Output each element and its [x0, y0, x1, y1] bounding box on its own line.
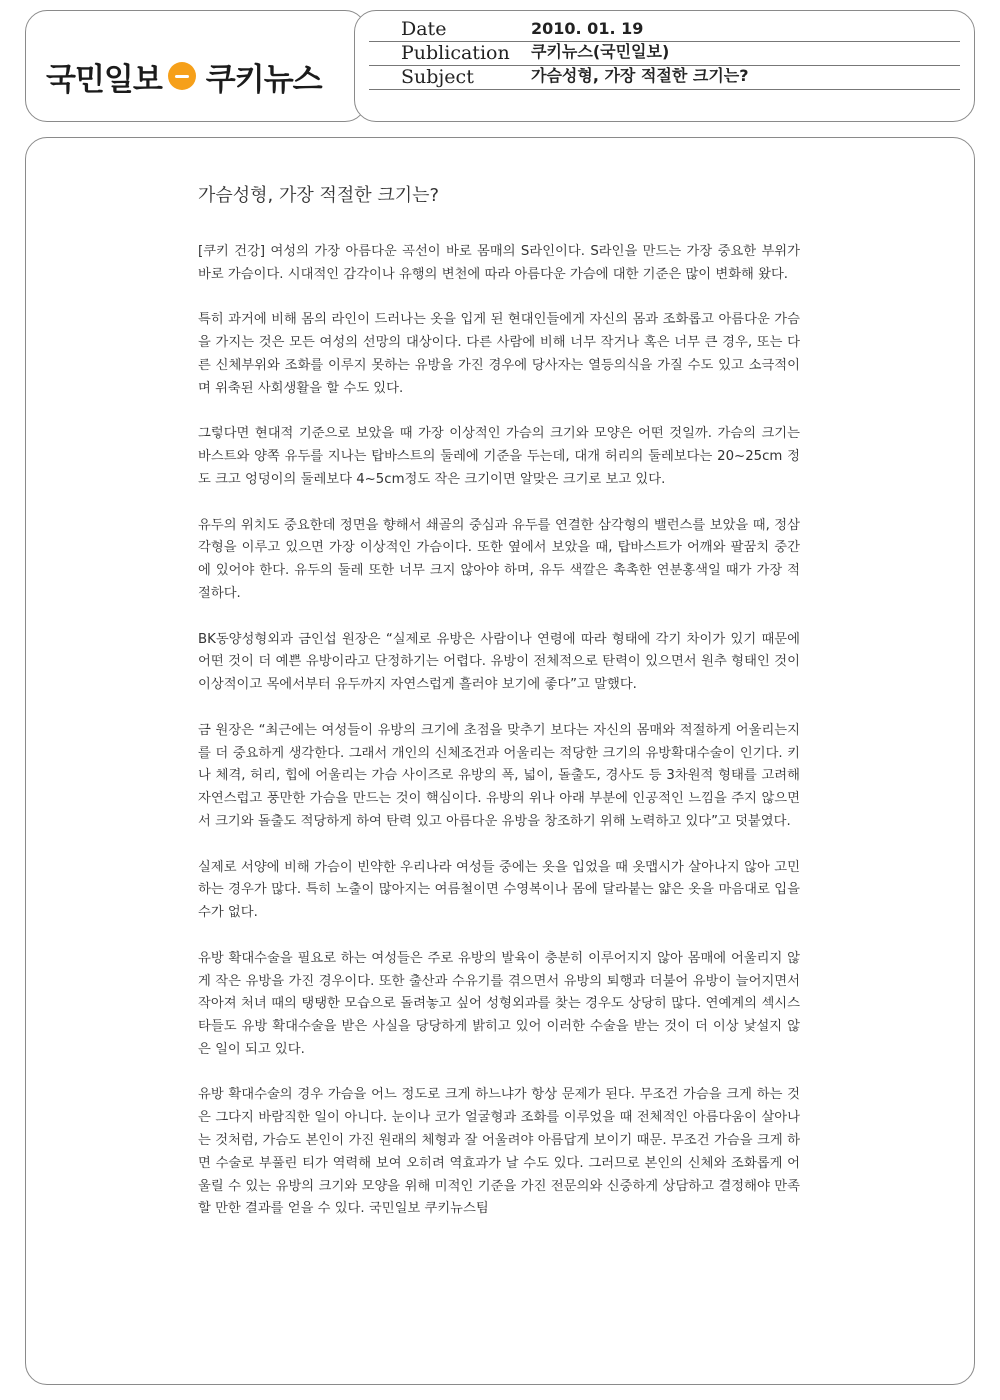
- article-paragraph: 실제로 서양에 비해 가슴이 빈약한 우리나라 여성들 중에는 옷을 입었을 때 옷맵시가 살아나지 않아 고민하는 경우가 많다. 특히 노출이 많아지는 여름철이면 수영복이나 몸에 달라붙는 얇은 옷을 마음대로 입을 수가 없다.: [198, 859, 800, 921]
- meta-row-subject: [369, 65, 960, 90]
- article-paragraph: 유방 확대수술의 경우 가슴을 어느 정도로 크게 하느냐가 항상 문제가 된다. 무조건 가슴을 크게 하는 것은 그다지 바람직한 일이 아니다. 눈이나 코가 얼굴형과 조화를 이루었을 때 전체적인 아름다움이 살아나는 것처럼, 가슴도 본인이 가진 원래의 체형과 잘 어울려야 아름답게 보이기 때문. 무조건 가슴을 크게 하면 수술로 부풀린 티가 역력해 보여 오히려 역효과가 날 수도 있다. 그러므로 본인의 신체와 조화롭게 어울릴 수 있는 유방의 크기와 모양을 위해 미적인 기준을 가진 전문의와 신중하게 상담하고 결정해야 만족할 만한 결과를 얻을 수 있다. 국민일보 쿠키뉴스팀: [198, 1087, 800, 1217]
- publication-label: Publication: [401, 42, 510, 64]
- date-label: Date: [401, 18, 447, 40]
- metadata-panel: [354, 10, 975, 122]
- subject-value: 가슴성형, 가장 적절한 크기는?: [531, 66, 749, 85]
- date-value: 2010. 01. 19: [531, 19, 644, 38]
- subject-label: Subject: [401, 66, 474, 88]
- article-paragraph: 유두의 위치도 중요한데 정면을 향해서 쇄골의 중심과 유두를 연결한 삼각형의 밸런스를 보았을 때, 정삼각형을 이루고 있으면 가장 이상적인 가슴이다. 또한 옆에서 보았을 때, 탑바스트가 어깨와 팔꿈치 중간에 있어야 한다. 유두의 둘레 또한 너무 크지 않아야 하며, 유두 색깔은 촉촉한 연분홍색일 때가 가장 적절하다.: [198, 517, 800, 601]
- publication-value: 쿠키뉴스(국민일보): [531, 42, 670, 61]
- article-paragraph: 금 원장은 “최근에는 여성들이 유방의 크기에 초점을 맞추기 보다는 자신의 몸매와 적절하게 어울리는지를 더 중요하게 생각한다. 그래서 개인의 신체조건과 어울리는 적당한 크기의 유방확대수술이 인기다. 키나 체격, 허리, 힙에 어울리는 가슴 사이즈로 유방의 폭, 넓이, 돌출도, 경사도 등 3차원적 형태를 고려해 자연스럽고 풍만한 가슴을 만드는 것이 핵심이다. 유방의 위나 아래 부분에 인공적인 느낌을 주지 않으면서 크기와 돌출도 적당하게 하여 탄력 있고 아름다운 유방을 창조하기 위해 노력하고 있다”고 덧붙였다.: [198, 722, 800, 829]
- publisher-logo: [46, 51, 322, 101]
- logo-panel: [25, 10, 367, 122]
- article-panel: [25, 137, 975, 1385]
- article-body: [198, 241, 800, 1244]
- article-paragraph: 그렇다면 현대적 기준으로 보았을 때 가장 이상적인 가슴의 크기와 모양은 어떤 것일까. 가슴의 크기는 바스트와 양쪽 유두를 지나는 탑바스트의 둘레에 기준을 두는데, 대개 허리의 둘레보다는 20~25cm 정도 크고 엉덩이의 둘레보다 4~5cm정도 작은 크기이면 알맞은 크기로 보고 있다.: [198, 426, 800, 487]
- article-paragraph: [쿠키 건강] 여성의 가장 아름다운 곡선이 바로 몸매의 S라인이다. S라인을 만드는 가장 중요한 부위가 바로 가슴이다. 시대적인 감각이나 유행의 변천에 따라 아름다운 가슴에 대한 기준은 많이 변화해 왔다.: [198, 244, 800, 282]
- article-paragraph: 유방 확대수술을 필요로 하는 여성들은 주로 유방의 발육이 충분히 이루어지지 않아 몸매에 어울리지 않게 작은 유방을 가진 경우이다. 또한 출산과 수유기를 겪으면서 유방의 퇴행과 더불어 유방이 늘어지면서 작아져 처녀 때의 탱탱한 모습으로 돌려놓고 싶어 성형외과를 찾는 경우도 상당히 많다. 연예계의 섹시스타들도 유방 확대수술을 받은 사실을 당당하게 밝히고 있어 이러한 수술을 받는 것이 더 이상 낯설지 않은 일이 되고 있다.: [198, 950, 800, 1057]
- logo-circle-icon: [168, 62, 196, 90]
- article-paragraph: 특히 과거에 비해 몸의 라인이 드러나는 옷을 입게 된 현대인들에게 자신의 몸과 조화롭고 아름다운 가슴을 가지는 것은 모든 여성의 선망의 대상이다. 다른 사람에 비해 너무 작거나 혹은 너무 큰 경우, 또는 다른 신체부위와 조화를 이루지 못하는 유방을 가진 경우에 당사자는 열등의식을 가질 수도 있고 소극적이며 위축된 사회생활을 할 수도 있다.: [198, 312, 800, 396]
- article-title: 가슴성형, 가장 적절한 크기는?: [198, 185, 440, 206]
- article-paragraph: BK동양성형외과 금인섭 원장은 “실제로 유방은 사람이나 연령에 따라 형태에 각기 차이가 있기 때문에 어떤 것이 더 예쁜 유방이라고 단정하기는 어렵다. 유방이 전체적으로 탄력이 있으면서 원추 형태인 것이 이상적이고 목에서부터 유두까지 자연스럽게 흘러야 보기에 좋다”고 말했다.: [198, 631, 800, 693]
- logo-text-kukmin: 국민일보: [46, 61, 162, 98]
- logo-text-kukinews: 쿠키뉴스: [205, 61, 322, 98]
